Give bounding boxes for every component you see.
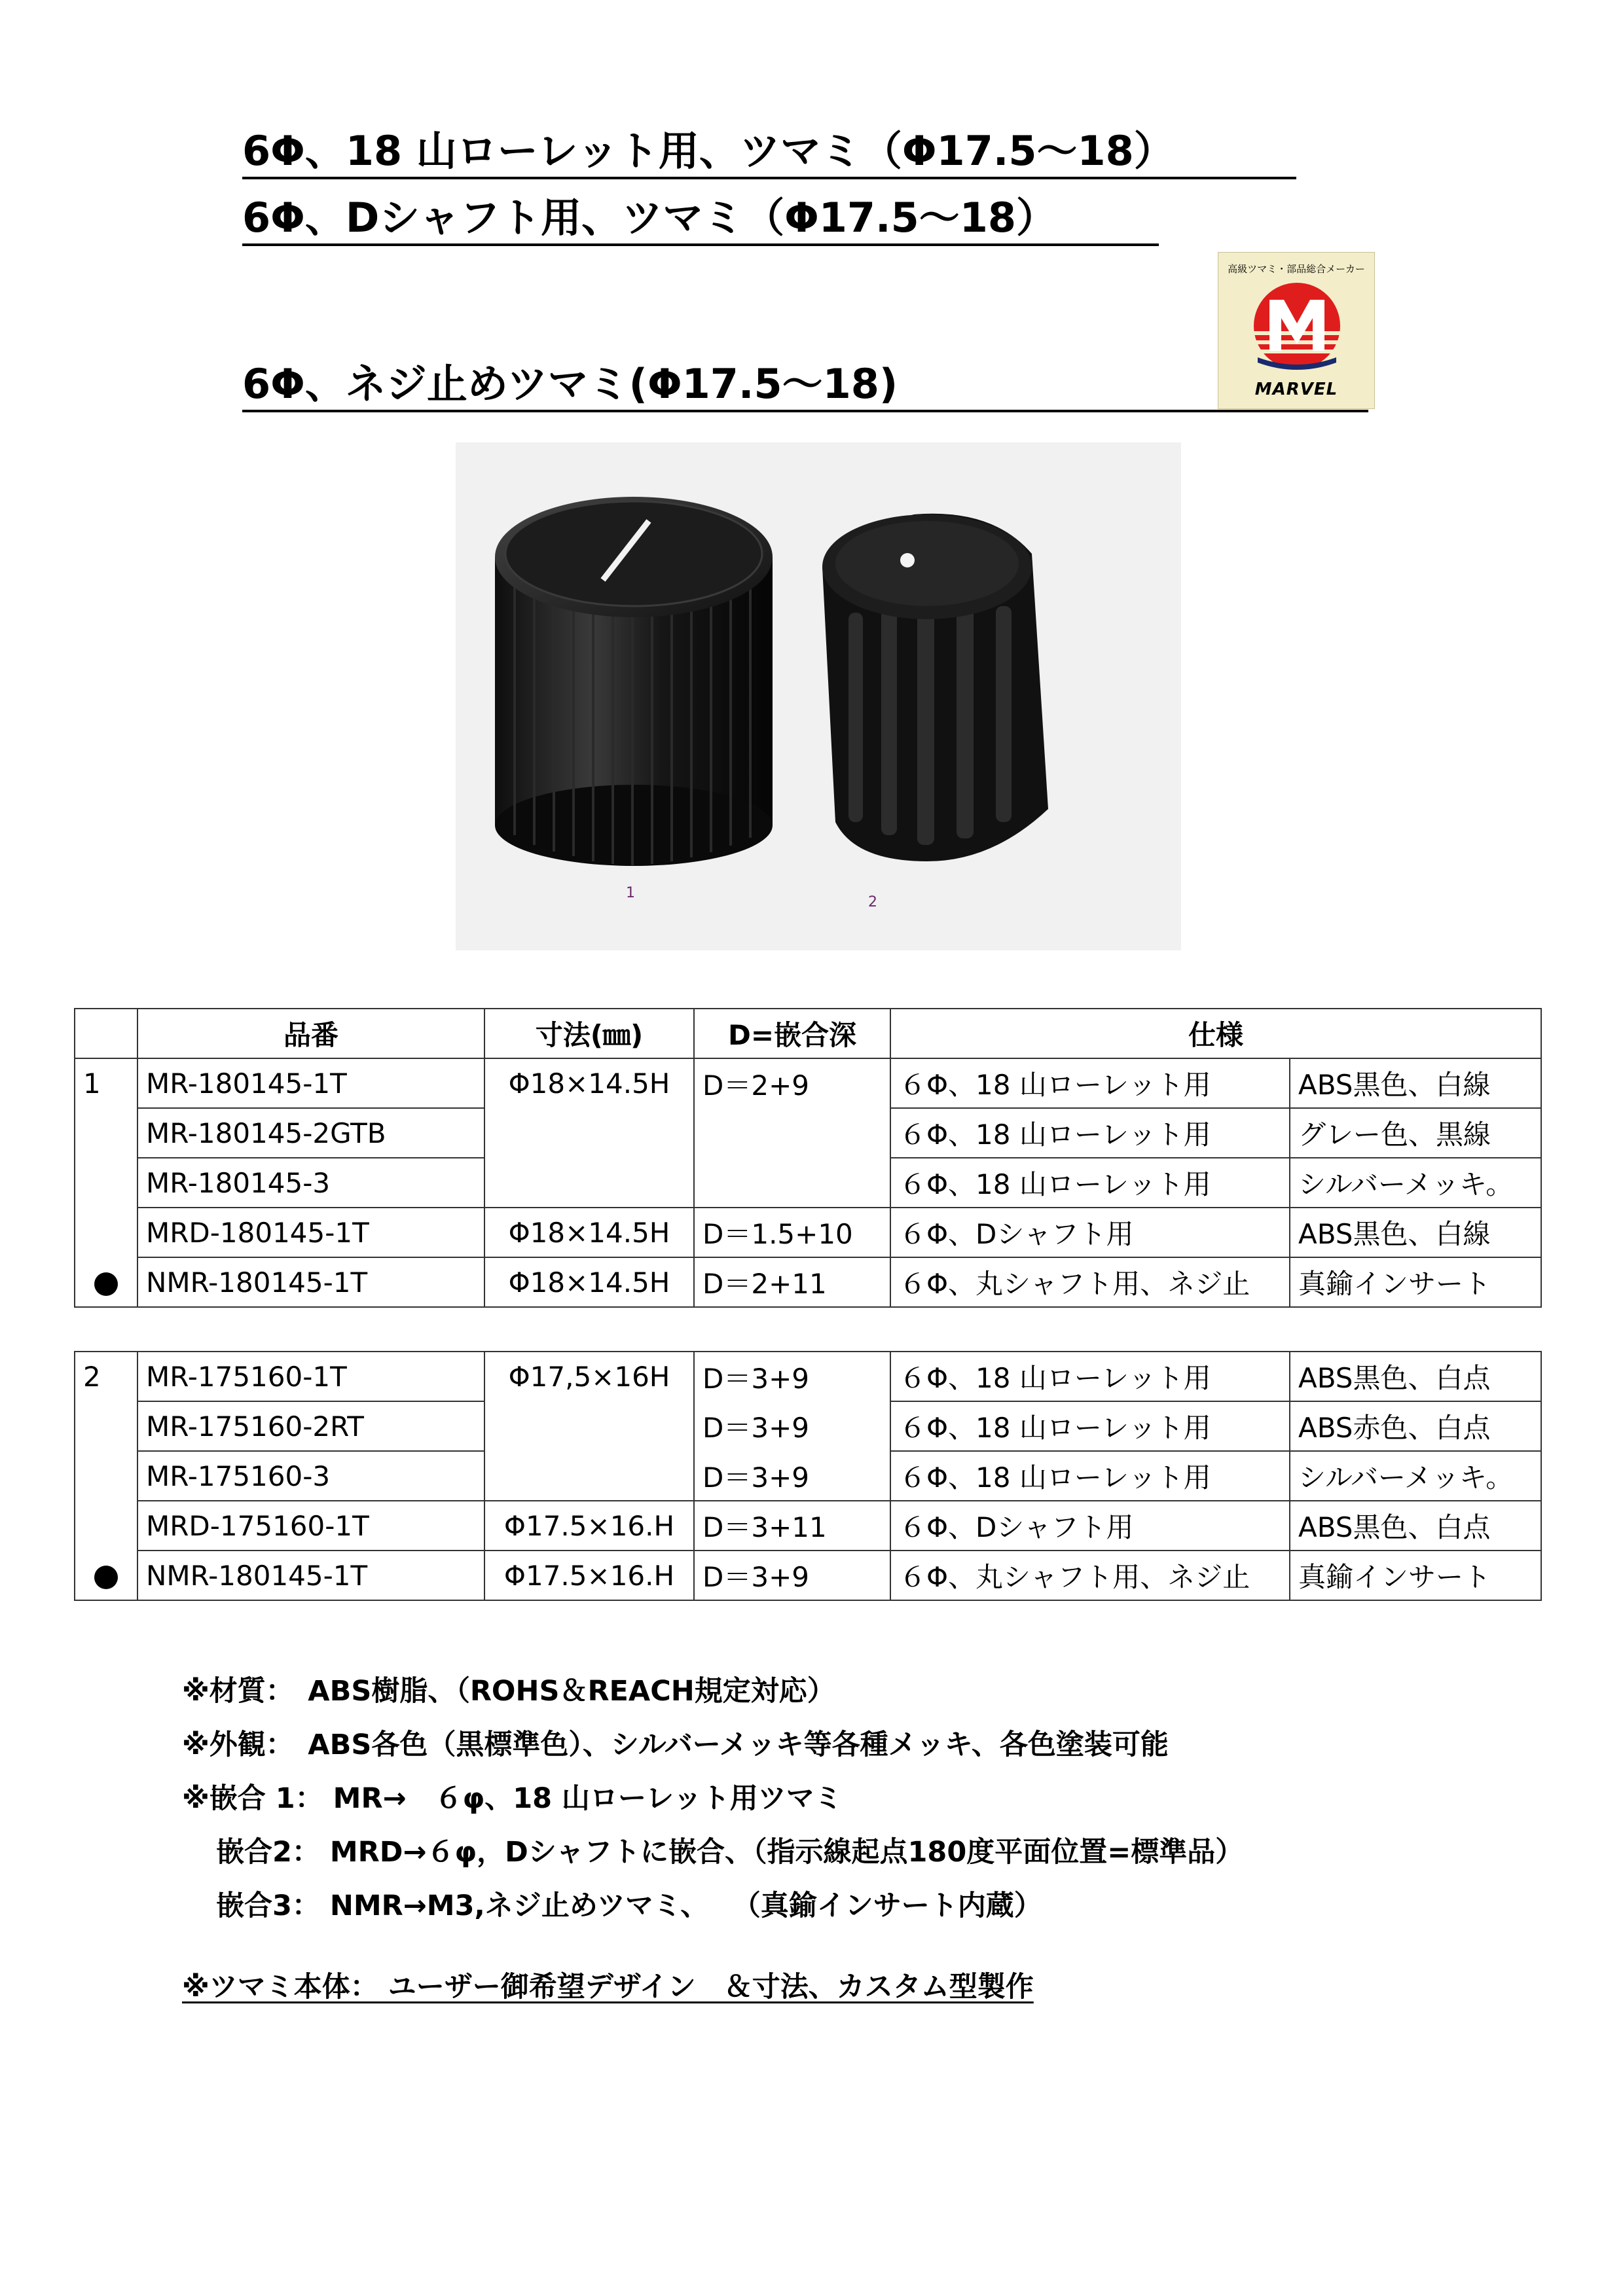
- part-number: NMR-180145-1T: [137, 1257, 484, 1307]
- size: [484, 1158, 694, 1208]
- header-depth: D=嵌合深: [694, 1009, 890, 1058]
- table-row: [75, 1158, 1541, 1208]
- shaft-type: ６Φ、Dシャフト用: [890, 1208, 1290, 1257]
- part-number: MRD-175160-1T: [137, 1501, 484, 1551]
- shaft-type: ６Φ、18 山ローレット用: [890, 1451, 1290, 1501]
- shaft-type: ６Φ、18 山ローレット用: [890, 1401, 1290, 1451]
- depth: D＝3+9: [694, 1551, 890, 1600]
- depth: D＝2+9: [694, 1058, 890, 1108]
- bullet-icon: [94, 1566, 118, 1589]
- part-number: MR-180145-2GTB: [137, 1108, 484, 1158]
- depth: D＝2+11: [694, 1257, 890, 1307]
- spec-table-2: [74, 1351, 1542, 1601]
- part-number: MR-175160-1T: [137, 1352, 484, 1401]
- spec-table-1: [74, 1008, 1542, 1308]
- table-row: [75, 1401, 1541, 1451]
- note-fit-3: 嵌合3： NMR→M3,ネジ止めツマミ、 （真鍮インサート内蔵）: [216, 1890, 1042, 1922]
- shaft-type: ６Φ、丸シャフト用、ネジ止: [890, 1551, 1290, 1600]
- shaft-type: ６Φ、Dシャフト用: [890, 1501, 1290, 1551]
- shaft-type: ６Φ、18 山ローレット用: [890, 1108, 1290, 1158]
- table-row: [75, 1058, 1541, 1108]
- size: [484, 1401, 694, 1451]
- part-number: MR-180145-3: [137, 1158, 484, 1208]
- note-appearance: ※外観： ABS各色（黒標準色）、シルバーメッキ等各種メッキ、各色塗装可能: [182, 1729, 1169, 1761]
- depth: D＝3+9: [694, 1451, 890, 1501]
- shaft-type: ６Φ、18 山ローレット用: [890, 1352, 1290, 1401]
- knob-2-icon: [822, 514, 1048, 861]
- finish: ABS黒色、白点: [1290, 1501, 1541, 1551]
- header-spec: 仕様: [890, 1009, 1541, 1058]
- finish: シルバーメッキ。: [1290, 1451, 1541, 1501]
- note-fit-1: ※嵌合 1： MR→ ６φ、18 山ローレット用ツマミ: [182, 1782, 843, 1815]
- depth: D＝3+9: [694, 1352, 890, 1401]
- size: [484, 1451, 694, 1501]
- note-fit-2: 嵌合2： MRD→６φ，Dシャフトに嵌合、（指示線起点180度平面位置=標準品）: [216, 1836, 1244, 1869]
- part-number: MR-180145-1T: [137, 1058, 484, 1108]
- table-header-row: [75, 1009, 1541, 1058]
- logo-brand: MARVEL: [1254, 380, 1338, 399]
- size: Φ18×14.5H: [484, 1257, 694, 1307]
- title-d-shaft: 6Φ、Dシャフト用、ツマミ（Φ17.5～18）: [242, 198, 1159, 246]
- depth: [694, 1158, 890, 1208]
- knob-1-icon: [495, 497, 773, 866]
- marvel-logo: [1218, 252, 1375, 409]
- part-number: NMR-180145-1T: [137, 1551, 484, 1600]
- finish: グレー色、黒線: [1290, 1108, 1541, 1158]
- size: Φ18×14.5H: [484, 1058, 694, 1108]
- size: Φ17.5×16.H: [484, 1501, 694, 1551]
- table-row: [75, 1451, 1541, 1501]
- bullet-icon: [94, 1272, 118, 1296]
- finish: ABS黒色、白線: [1290, 1058, 1541, 1108]
- depth: D＝3+11: [694, 1501, 890, 1551]
- depth: D＝1.5+10: [694, 1208, 890, 1257]
- table-row: [75, 1257, 1541, 1307]
- header-part-number: 品番: [137, 1009, 484, 1058]
- shaft-type: ６Φ、18 山ローレット用: [890, 1058, 1290, 1108]
- depth: [694, 1108, 890, 1158]
- finish: ABS赤色、白点: [1290, 1401, 1541, 1451]
- shaft-type: ６Φ、18 山ローレット用: [890, 1158, 1290, 1208]
- finish: ABS黒色、白点: [1290, 1352, 1541, 1401]
- group-number: 2: [75, 1352, 137, 1401]
- size: [484, 1108, 694, 1158]
- size: Φ18×14.5H: [484, 1208, 694, 1257]
- table-row: [75, 1208, 1541, 1257]
- part-number: MR-175160-3: [137, 1451, 484, 1501]
- note-custom: ※ツマミ本体： ユーザー御希望デザイン ＆寸法、カスタム型製作: [182, 1971, 1034, 2003]
- table-row: [75, 1108, 1541, 1158]
- photo-label-1: 1: [626, 885, 635, 901]
- shaft-type: ６Φ、丸シャフト用、ネジ止: [890, 1257, 1290, 1307]
- finish: シルバーメッキ。: [1290, 1158, 1541, 1208]
- part-number: MRD-180145-1T: [137, 1208, 484, 1257]
- group-number: 1: [75, 1058, 137, 1108]
- finish: 真鍮インサート: [1290, 1257, 1541, 1307]
- knob-illustration: [456, 442, 1181, 950]
- size: Φ17.5×16.H: [484, 1551, 694, 1600]
- title-screw-lock: 6Φ、ネジ止めツマミ(Φ17.5～18): [242, 364, 1368, 412]
- depth: D＝3+9: [694, 1401, 890, 1451]
- title-knurled: 6Φ、18 山ローレット用、ツマミ（Φ17.5～18）: [242, 131, 1296, 179]
- note-material: ※材質： ABS樹脂、（ROHS＆REACH規定対応）: [182, 1675, 835, 1708]
- size: Φ17,5×16H: [484, 1352, 694, 1401]
- photo-label-2: 2: [868, 894, 877, 910]
- table-row: [75, 1501, 1541, 1551]
- part-number: MR-175160-2RT: [137, 1401, 484, 1451]
- logo-tagline: 高級ツマミ・部品総合メーカー: [1228, 263, 1365, 275]
- table-row: [75, 1551, 1541, 1600]
- header-size: 寸法(㎜): [484, 1009, 694, 1058]
- table-row: [75, 1352, 1541, 1401]
- finish: 真鍮インサート: [1290, 1551, 1541, 1600]
- product-photo: [456, 442, 1181, 950]
- finish: ABS黒色、白線: [1290, 1208, 1541, 1257]
